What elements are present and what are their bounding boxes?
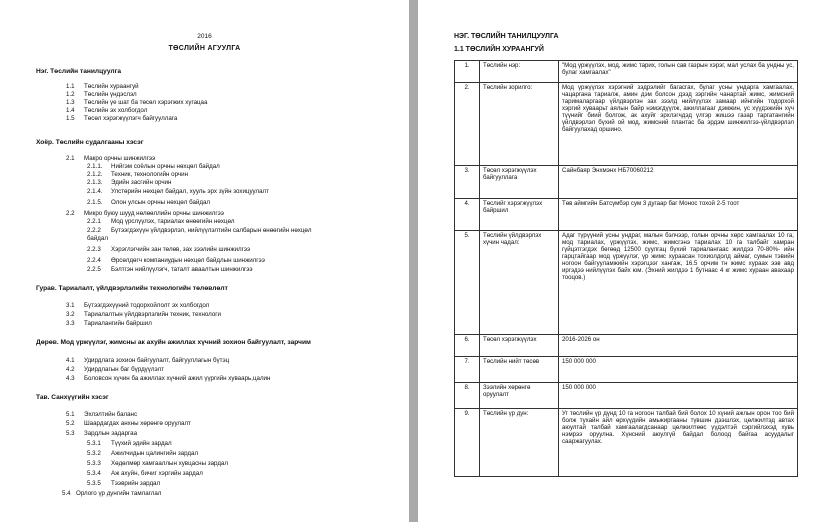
toc-item-continuation: байдал xyxy=(87,235,108,242)
toc-item: 1.4 Төслийн эх холбогдол xyxy=(66,107,148,114)
table-row xyxy=(455,199,798,231)
toc-item: 3.1 Бүтээгдэхүүний тодорхойлолт эх холбогдол xyxy=(66,302,210,309)
toc-item: 4.2 Удирдлагын баг бүрдүүлэлт xyxy=(66,366,164,373)
toc-item: 2.2.4 Өрсөлдөгч компаниудын нөхцөл байдлын шинжилгээ xyxy=(87,257,265,264)
toc-item: 5.3 Зардлын задаргаа xyxy=(66,430,138,437)
row-label: Төслийг хэрэгжүүлэх байршил xyxy=(480,199,559,231)
row-value: 2016-2026 он xyxy=(559,335,798,357)
toc-section-1: Нэг. Төслийн танилцуулга xyxy=(36,68,122,75)
summary-page xyxy=(418,0,827,522)
row-number: 5. xyxy=(455,231,480,335)
row-value: "Мод үржүүлэх, мод, жимс тарих, голын сав газрын хэрэг, мал услах ба ундны ус, булаг хамгаалах" xyxy=(559,61,798,83)
toc-section-4: Дөрөв. Мод үржүүлэг, жимсны ак ахуйн ажиллах хүчний зохион байгуулалт, зарчим xyxy=(36,339,311,346)
toc-item: 2.1.4. Улстөрийн нөхцөл байдал, хууль эрх зүйн зохицуулалт xyxy=(87,188,269,195)
toc-item: 5.3.1 Түүхий эдийн зардал xyxy=(87,440,172,447)
row-number: 1. xyxy=(455,61,480,83)
toc-item: 2.2 Микро буюу шууд нөлөөллийн орчны шинжилгээ xyxy=(66,210,224,217)
row-value: Адаг түрүүний усны ундраг, малын бэлчээр, голын орчны хөрс хамгаалах 10 га, мод тариалах, үржүүлэх, жимс, жимсгэнэ тариалах 10 га талбайг хамран гүйцэтгэгдэх бөгөөд 12500 суулгац бүхий тариалангаас жилдээ 70-80%- ийн гарцтайгаар мод үржүүлэг, үр жимс хураасан тохиолдолд аймаг, сумын тэвийн ногоон байгууламжийн хэрэгцээг хангаж, 16.5 орчим тн жимс хураах ээв авд иргэдээ нийлүүлэх байх юм. (Эхний жилдээ 1 бутнаас 4 кг жимс хураан авахаар тооцов.) xyxy=(559,231,798,335)
toc-section-3: Гурав. Тариалалт, үйлдвэрлэлийн технологийн төлөвлөлт xyxy=(36,285,228,292)
toc-item: 2.1 Макро орчны шинжилгээ xyxy=(66,155,156,162)
row-label: Төслийн зорилго: xyxy=(480,83,559,166)
toc-section-2: Хоёр. Төслийн судалгааны хэсэг xyxy=(36,139,144,146)
row-label: Төслийн нэр: xyxy=(480,61,559,83)
toc-item: 2.2.3 Хэрэглэгчийн зан төлөв, зах зээлийн шинжилгээ xyxy=(87,246,251,253)
toc-item: 2.2.5 Бэлтгэн нийлүүлэгч, таталт аваалтын шинжилгээ xyxy=(87,266,253,273)
row-number: 3. xyxy=(455,166,480,199)
toc-page xyxy=(0,0,409,522)
row-number: 8. xyxy=(455,383,480,409)
row-value: Уг төслийн үр дүнд 10 га ногоон талбай бий болох 10 хүний ажлын орон тоо бий болж тухайн айл өрхүүдийн амьжиргааны түвшин дээшлэх, цөлжилтэд автах аюултай талбай хамгаалагдсанаар цөлжилтөөс үүдэлтэй сэргийлэхэд хувь нэмрээ оруулна. Хүнсний аюулгүй байдал болоод байгаа асуудалыг сааржагуулах. xyxy=(559,409,798,477)
toc-item: 1.1 Төслийн хураангуй xyxy=(66,83,139,90)
toc-item: 2.2.1 Мод үрслүүлэх, тариалах өнөөгийн нөхцөл xyxy=(87,218,235,225)
row-label: Төсөл хэрэгжүүлэх байгууллага xyxy=(480,166,559,199)
table-row xyxy=(455,335,798,357)
chapter-heading: НЭГ. ТӨСЛИЙН ТАНИЛЦУУЛГА xyxy=(454,33,559,40)
row-label: Төслийн нийт төсөв xyxy=(480,357,559,383)
toc-item: 1.5 Төсөл хэрэгжүүлэгч байгууллага xyxy=(66,115,178,122)
row-value: Мод үржүүлэх хэрэгний зэдрэлийг багасгах, булаг усны ундарга хамгаалах, чацаргана тариалж, амин дэм болсон дээд зэргийн чанартай жимс, жимсний тарималаргаар үйлдвэрлэн зах зээлд нийлүүлэх замаар ийнгийн тодорхой хэргий хуваарьт аялын байр нэмэгдүүлж, ажиллагааг дэмжин, ус хүүдэжийн хүч түүнийг биий болгож, ак ахуйг эрхлэгчдэд үлгэр жишээ газар таргатангийн үйлдвэрлэл бүхий ой мод, жимсний плантас ба эрдэм шинжилгээ-үйлдвэрлэл байгуулахад оршино. xyxy=(559,83,798,166)
row-number: 7. xyxy=(455,357,480,383)
table-row xyxy=(455,231,798,335)
toc-item: 1.2 Төслийн үндэслэл xyxy=(66,91,137,98)
toc-item: 2.2.2 Бүтээгдэхүүн үйлдвэрлэл, нийлүүлэлтийн салбарын өнөөгийн нөхцөл xyxy=(87,227,312,234)
row-label: Төсөл хэрэгжүүлэх xyxy=(480,335,559,357)
document-year: 2016 xyxy=(197,33,212,40)
row-value: 150 000 000 xyxy=(559,383,798,409)
toc-item: 2.1.5. Олон улсын орчны нөхцөл байдал xyxy=(87,199,211,206)
toc-item: 5.3.2 Ажилчидын цалингийн зардал xyxy=(87,450,199,457)
section-heading: 1.1 ТӨСЛИЙН ХУРААНГУЙ xyxy=(454,46,544,53)
row-label: Төслийн үр дүн: xyxy=(480,409,559,477)
row-label: Зээлийн хөрөнгө оруулалт xyxy=(480,383,559,409)
row-value: 150 000 000 xyxy=(559,357,798,383)
table-row xyxy=(455,383,798,409)
row-number: 6. xyxy=(455,335,480,357)
toc-item: 4.1 Удирдлага зохион байгуулалт, байгууллагын бүтэц xyxy=(66,357,230,364)
table-row xyxy=(455,83,798,166)
table-row xyxy=(455,61,798,83)
table-row xyxy=(455,357,798,383)
row-label: Төслийн үйлдвэрлэх хүчин чадал: xyxy=(480,231,559,335)
toc-item: 4.3 Боловсон хүчин ба ажиллах хүчний ажил үүргийн хуваарь,цалин xyxy=(66,375,271,382)
row-number: 4. xyxy=(455,199,480,231)
row-value: Төв аймгийн Батсүмбэр сум 3 дугаар баг Монос тохой 2-5 тоот xyxy=(559,199,798,231)
toc-item: 5.4 Орлого үр дүнгийн тамлаглал xyxy=(62,490,162,497)
toc-item: 3.2 Тариалалтын үйлдвэрлэлийн техник, технологи xyxy=(66,311,221,318)
toc-item: 2.1.2. Техник, технологийн орчин xyxy=(87,171,189,178)
toc-section-5: Тав. Санхүүгийн хэсэг xyxy=(36,394,109,401)
row-number: 9. xyxy=(455,409,480,477)
toc-title: ТӨСЛИЙН АГУУЛГА xyxy=(168,45,241,52)
table-row xyxy=(455,166,798,199)
toc-item: 5.1 Эхлэлтийн баланс xyxy=(66,411,138,418)
toc-item: 3.3 Тариалангийн байршил xyxy=(66,320,152,327)
toc-item: 5.3.5 Тээврийн зардал xyxy=(87,480,161,487)
toc-item: 5.3.4 Аж ахуйн, бичиг хэргийн зардал xyxy=(87,470,203,477)
toc-item: 2.1.1. Нийгэм соёлын орчны нөхцөл байдал xyxy=(87,163,220,170)
toc-item: 1.3 Төслийн үе шат ба төсөл хэрэгжих хугацаа xyxy=(66,99,208,106)
summary-table xyxy=(454,60,798,477)
row-number: 2. xyxy=(455,83,480,166)
row-value: Сайнбаяр Энхмэнх НБ70060212 xyxy=(559,166,798,199)
toc-item: 5.2 Шаардагдах анхны хөрөнгө оруулалт xyxy=(66,420,191,427)
table-row xyxy=(455,409,798,477)
toc-item: 5.3.3 Хөдөлмөр хамгааллын хувцасны зардал xyxy=(87,460,228,467)
toc-item: 2.1.3. Эдийн засгийн орчин xyxy=(87,179,172,186)
